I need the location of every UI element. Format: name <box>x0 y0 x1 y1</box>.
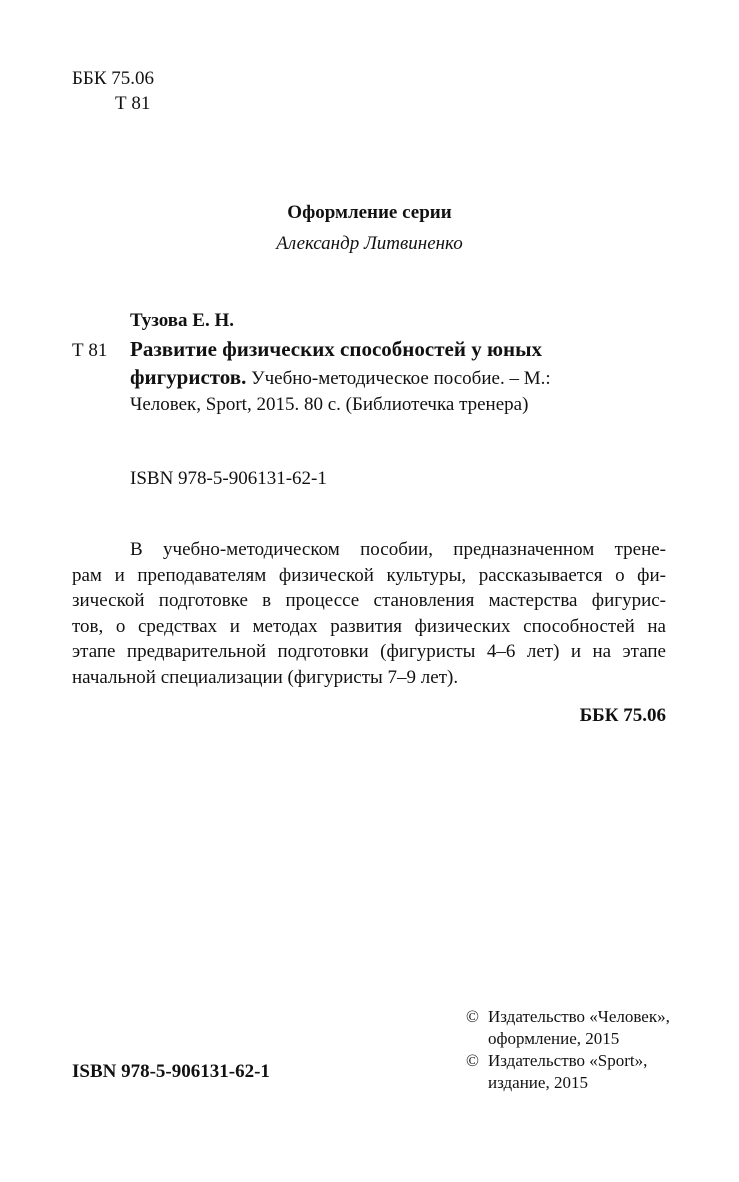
book-title-line-2 <box>130 365 620 393</box>
series-design-heading: Оформление серии <box>287 202 452 223</box>
copyright-scope: издание, 2015 <box>488 1073 588 1092</box>
series-designer-name: Александр Литвиненко <box>276 233 463 254</box>
annotation-line: этапе предварительной подготовки (фигуристы 4–6 лет) и на этапе <box>72 641 666 662</box>
copyright-icon: © <box>466 1051 479 1070</box>
copyright-scope: оформление, 2015 <box>488 1029 620 1048</box>
bibliographic-description <box>130 337 620 421</box>
copyright-block <box>466 1006 686 1094</box>
annotation-line: В учебно-методическом пособии, предназначенном трене- <box>130 539 666 560</box>
copyright-text <box>488 1050 647 1094</box>
annotation-line: начальной специализации (фигуристы 7–9 лет). <box>72 666 459 688</box>
copyright-entry <box>466 1050 686 1094</box>
bbk-code-right: ББК 75.06 <box>579 705 666 726</box>
copyright-holder: Издательство «Человек», <box>488 1007 670 1026</box>
annotation-line: зической подготовке в процессе становления мастерства фигурис- <box>72 590 666 611</box>
isbn-line: ISBN 978-5-906131-62-1 <box>130 468 327 489</box>
annotation-line: рам и преподавателям физической культуры, рассказывается о фи- <box>72 564 666 586</box>
book-title-end: фигуристов. <box>130 365 247 389</box>
copyright-holder: Издательство «Sport», <box>488 1051 648 1070</box>
book-author: Тузова Е. Н. <box>130 310 234 331</box>
copyright-icon: © <box>466 1007 479 1026</box>
book-type-publisher: Учебно-методическое пособие. – М.: <box>246 368 551 389</box>
annotation-line: тов, о средствах и методах развития физических способностей на <box>72 615 666 637</box>
book-title-line-1: Развитие физических способностей у юных <box>130 337 542 361</box>
copyright-entry <box>466 1006 686 1050</box>
bbk-classification <box>72 67 154 117</box>
author-mark: Т 81 <box>115 93 151 114</box>
isbn-bottom: ISBN 978-5-906131-62-1 <box>72 1061 270 1082</box>
book-imprint: Человек, Sport, 2015. 80 с. (Библиотечка тренера) <box>130 394 529 415</box>
copyright-text <box>488 1006 670 1050</box>
bbk-code: ББК 75.06 <box>72 68 154 89</box>
book-author-mark: Т 81 <box>72 340 108 361</box>
annotation-paragraph <box>72 537 666 690</box>
